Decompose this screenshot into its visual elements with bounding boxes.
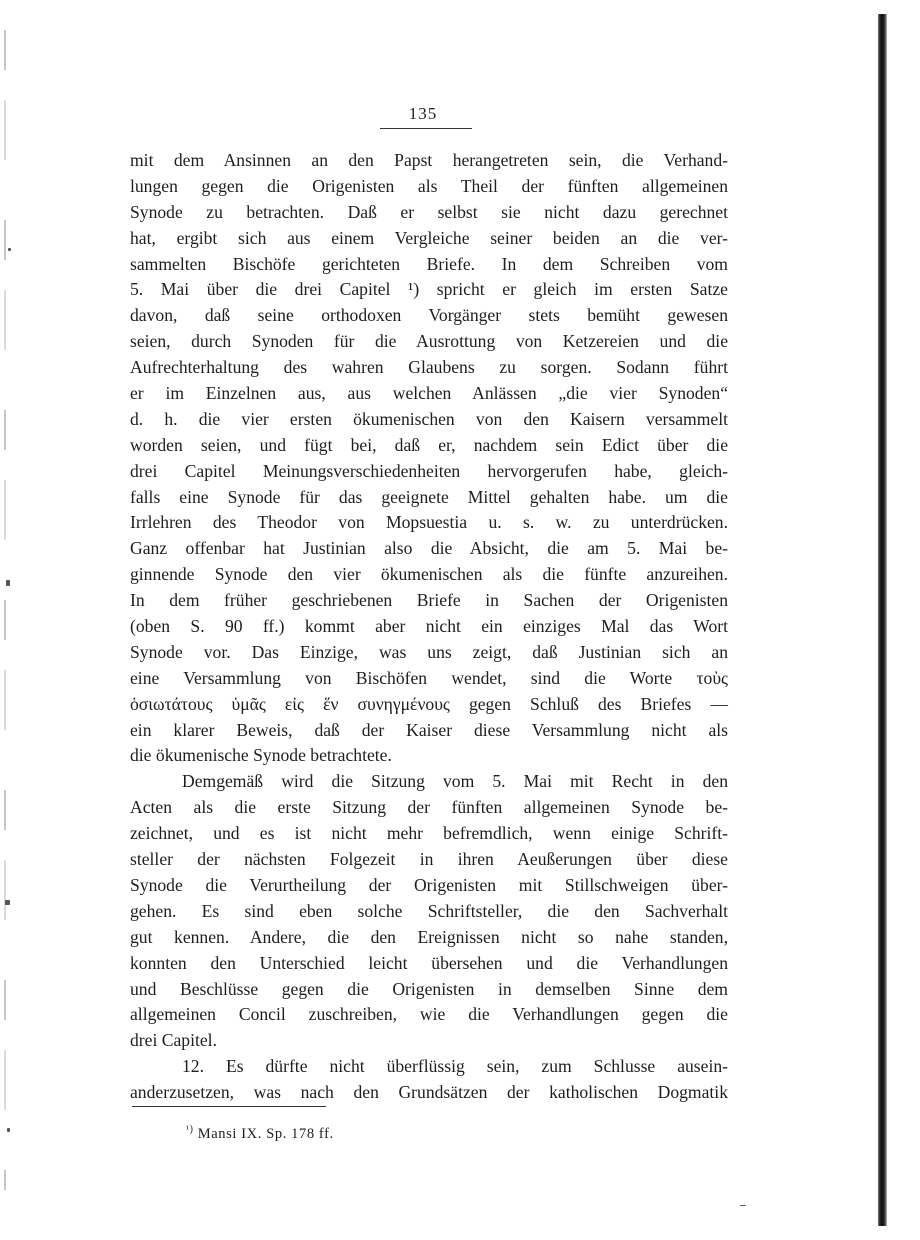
scan-speck <box>6 580 10 586</box>
text-line: steller der nächsten Folgezeit in ihren Aeußerungen über diese <box>130 849 728 870</box>
text-line: davon, daß seine orthodoxen Vorgänger stets bemüht gewesen <box>130 305 728 326</box>
text-line: worden seien, und fügt bei, daß er, nachdem sein Edict über die <box>130 434 728 455</box>
page-number-rule <box>380 128 472 129</box>
text-line: sammelten Bischöfe gerichteten Briefe. In dem Schreiben vom <box>130 253 728 274</box>
text-line: Ganz offenbar hat Justinian also die Absicht, die am 5. Mai be- <box>130 538 728 559</box>
text-line: zeichnet, und es ist nicht mehr befremdlich, wenn einige Schrift- <box>130 823 728 844</box>
scan-edge-left <box>4 30 6 1190</box>
text-line: ein klarer Beweis, daß der Kaiser diese Versammlung nicht als <box>130 719 728 740</box>
scan-speck <box>7 1128 10 1132</box>
text-line: Synode die Verurtheilung der Origenisten mit Stillschweigen über- <box>130 874 728 895</box>
text-line: Acten als die erste Sitzung der fünften allgemeinen Synode be- <box>130 797 728 818</box>
text-line: (oben S. 90 ff.) kommt aber nicht ein einziges Mal das Wort <box>130 616 728 637</box>
body-text <box>130 148 728 1106</box>
text-line: seien, durch Synoden für die Ausrottung von Ketzereien und die <box>130 331 728 352</box>
text-line: allgemeinen Concil zuschreiben, wie die Verhandlungen gegen die <box>130 1004 728 1025</box>
text-line: die ökumenische Synode betrachtete. <box>130 745 392 766</box>
scan-edge-right <box>878 14 887 1226</box>
text-line: falls eine Synode für das geeignete Mittel gehalten habe. um die <box>130 486 728 507</box>
footnote-rule <box>132 1106 326 1107</box>
scan-speck <box>5 900 10 905</box>
footnote <box>186 1124 334 1143</box>
text-line: d. h. die vier ersten ökumenischen von den Kaisern versammelt <box>130 408 728 429</box>
text-line: ginnende Synode den vier ökumenischen als die fünfte anzureihen. <box>130 564 728 585</box>
text-line: Irrlehren des Theodor von Mopsuestia u. s. w. zu unterdrücken. <box>130 512 728 533</box>
text-line: 5. Mai über die drei Capitel ¹) spricht er gleich im ersten Satze <box>130 279 728 300</box>
text-line: gut kennen. Andere, die den Ereignissen nicht so nahe standen, <box>130 926 728 947</box>
text-line: gehen. Es sind eben solche Schriftsteller, die den Sachverhalt <box>130 900 728 921</box>
text-line: drei Capitel Meinungsverschiedenheiten hervorgerufen habe, gleich- <box>130 460 728 481</box>
text-line: Synode zu betrachten. Daß er selbst sie nicht dazu gerechnet <box>130 201 728 222</box>
text-line: 12. Es dürfte nicht überflüssig sein, zum Schlusse ausein- <box>182 1056 728 1077</box>
text-line: In dem früher geschriebenen Briefe in Sachen der Origenisten <box>130 590 728 611</box>
text-line: anderzusetzen, was nach den Grundsätzen der katholischen Dogmatik <box>130 1082 728 1103</box>
text-line: lungen gegen die Origenisten als Theil der fünften allgemeinen <box>130 175 728 196</box>
text-line: er im Einzelnen aus, aus welchen Anlässen „die vier Synoden“ <box>130 383 728 404</box>
scan-speck <box>740 1205 746 1206</box>
text-line: Demgemäß wird die Sitzung vom 5. Mai mit Recht in den <box>182 771 728 792</box>
text-line: Aufrechterhaltung des wahren Glaubens zu sorgen. Sodann führt <box>130 357 728 378</box>
text-line: drei Capitel. <box>130 1030 217 1051</box>
footnote-text: Mansi IX. Sp. 178 ff. <box>197 1125 334 1142</box>
text-line: und Beschlüsse gegen die Origenisten in demselben Sinne dem <box>130 978 728 999</box>
scan-speck <box>8 248 11 251</box>
text-line: konnten den Unterschied leicht übersehen und die Verhandlungen <box>130 952 728 973</box>
text-line: mit dem Ansinnen an den Papst herangetreten sein, die Verhand- <box>130 150 728 170</box>
page-number: 135 <box>408 104 438 123</box>
text-line: Synode vor. Das Einzige, was uns zeigt, daß Justinian sich an <box>130 641 728 662</box>
text-line: hat, ergibt sich aus einem Vergleiche seiner beiden an die ver- <box>130 227 728 248</box>
text-line-greek: ὁσιωτάτους ὑμᾶς εἰς ἕν συνηγμένους gegen Schluß des Briefes — <box>130 693 728 714</box>
text-line: eine Versammlung von Bischöfen wendet, sind die Worte τοὺς <box>130 667 728 688</box>
footnote-marker: ¹) <box>186 1124 194 1135</box>
